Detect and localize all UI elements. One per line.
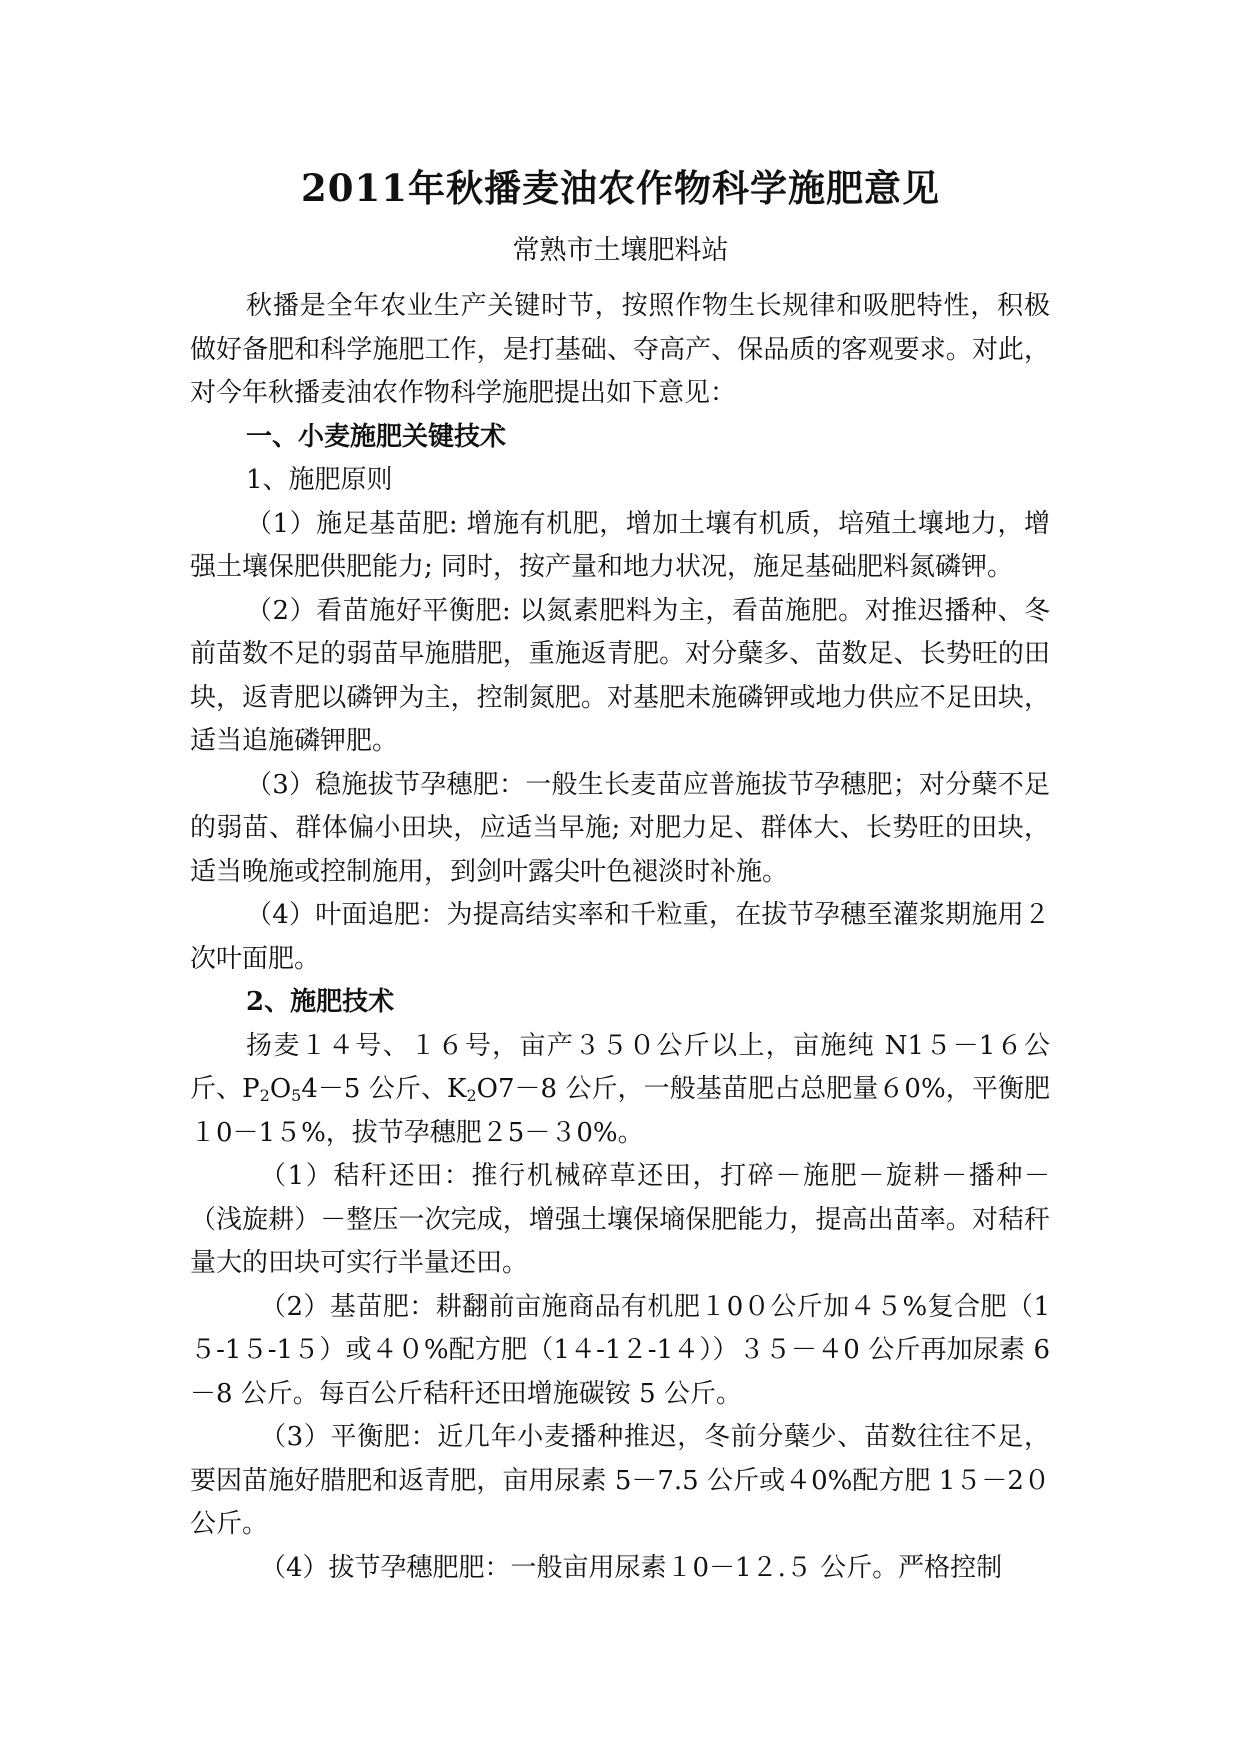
- intro-paragraph: 秋播是全年农业生产关键时节，按照作物生长规律和吸肥特性，积极做好备肥和科学施肥工作，是打基础、夺高产、保品质的客观要求。对此，对今年秋播麦油农作物科学施肥提出如下意见：: [190, 291, 1050, 408]
- principle-item-1: （1）施足基苗肥: 增施有机肥，增加土壤有机质，培殖土壤地力，增强土壤保肥供肥能力; 同时，按产量和地力状况，施足基础肥料氮磷钾。: [190, 508, 1050, 582]
- technique-item-2: （2）基苗肥：耕翻前亩施商品有机肥１0０公斤加４５%复合肥（1５-1５-1５）或４０%配方肥（1４-1２-1４））３５－４0 公斤再加尿素 6－8 公斤。每百公斤秸秆还田增施碳铵 5 公斤。: [190, 1291, 1050, 1409]
- document-title: 2011年秋播麦油农作物科学施肥意见: [301, 166, 940, 210]
- technique-item-3: （3）平衡肥：近几年小麦播种推迟，冬前分蘖少、苗数往往不足，要因苗施好腊肥和返青肥，亩用尿素 5－7.5 公斤或４0%配方肥 1５－2０公斤。: [190, 1422, 1050, 1539]
- rate-sub-k2: 2: [466, 1086, 477, 1105]
- principle-item-2: （2）看苗施好平衡肥: 以氮素肥料为主，看苗施肥。对推迟播种、冬前苗数不足的弱苗早施腊肥，重施返青肥。对分蘖多、苗数足、长势旺的田块，返青肥以磷钾为主，控制氮肥。对基肥未施磷钾或地力供应不足田块，适当追施磷钾肥。: [190, 595, 1050, 756]
- principle-item-4: （4）叶面追肥：为提高结实率和千粒重，在拔节孕穗至灌浆期施用２次叶面肥。: [190, 900, 1050, 974]
- principle-item-3: （3）稳施拔节孕穗肥：一般生长麦苗应普施拔节孕穗肥；对分蘖不足的弱苗、群体偏小田块，应适当早施; 对肥力足、群体大、长势旺的田块，适当晚施或控制施用，到剑叶露尖叶色褪淡时补施。: [190, 769, 1050, 887]
- rate-text-o: O: [269, 1074, 292, 1104]
- subsection-heading-principles: 1、施肥原则: [246, 465, 393, 495]
- technique-item-4: （4）拔节孕穗肥肥：一般亩用尿素１0－1２.５ 公斤。严格控制: [260, 1552, 1003, 1583]
- rate-text-c: O7－8 公斤，一般基苗肥占总肥量６0%，平衡肥１0－1５%，拔节孕穗肥２5－３0%。: [190, 1074, 1050, 1148]
- rate-sub-p2: 2: [259, 1086, 270, 1105]
- document-author: 常熟市土壤肥料站: [512, 235, 729, 266]
- document-body: [190, 285, 1050, 1590]
- rate-sub-o5: 5: [291, 1086, 302, 1105]
- rate-text-b: 4－5 公斤、K: [301, 1074, 467, 1104]
- section-heading-wheat: 一、小麦施肥关键技术: [246, 421, 507, 452]
- fertilizer-rate-paragraph: [190, 1025, 1050, 1156]
- technique-item-1: （1）秸秆还田：推行机械碎草还田，打碎－施肥－旋耕－播种－（浅旋耕）－整压一次完成，增强土壤保墒保肥能力，提高出苗率。对秸秆量大的田块可实行半量还田。: [190, 1161, 1050, 1278]
- subsection-heading-techniques: 2、施肥技术: [246, 987, 395, 1017]
- rate-text-a: 扬麦１４号、１６号，亩产３５０公斤以上，亩施纯 N1５－1６公斤、P: [190, 1030, 1050, 1104]
